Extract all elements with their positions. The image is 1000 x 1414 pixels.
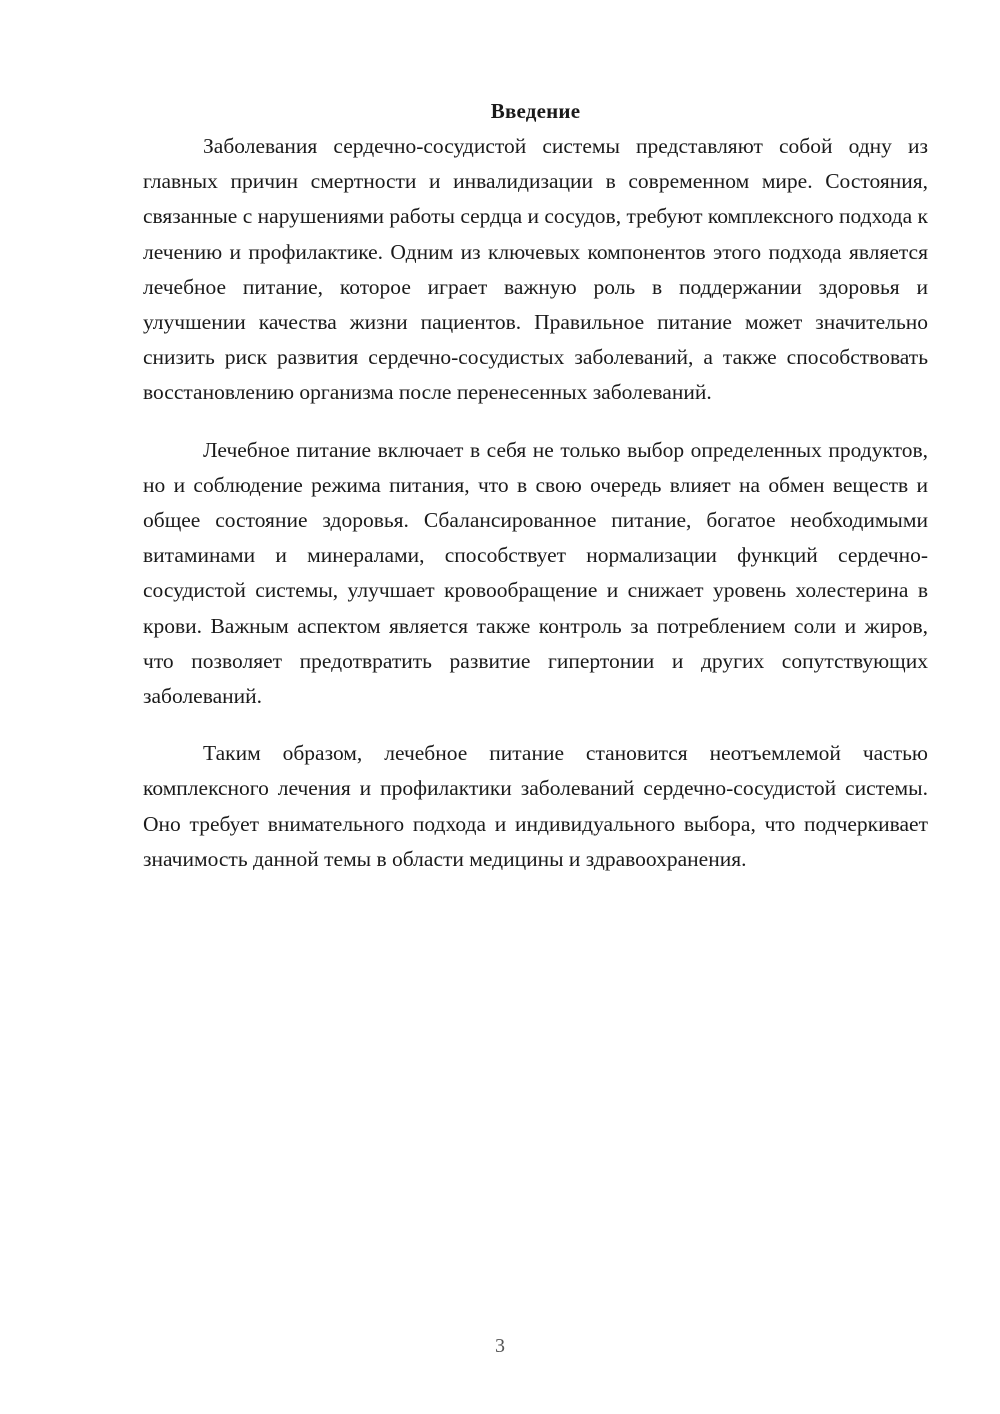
section-heading: Введение <box>490 99 581 123</box>
page-content <box>143 94 928 877</box>
paragraph-1: Заболевания сердечно-сосудистой системы представляют собой одну из главных причин смертности и инвалидизации в современном мире. Состояния, связанные с нарушениями работы сердца и сосудов, требуют комплексного подхода к лечению и профилактике. Одним из ключевых компонентов этого подхода является лечебное питание, которое играет важную роль в поддержании здоровья и улучшении качества жизни пациентов. Правильное питание может значительно снизить риск развития сердечно-сосудистых заболеваний, а также способствовать восстановлению организма после перенесенных заболеваний. <box>143 134 928 405</box>
paragraph-2: Лечебное питание включает в себя не только выбор определенных продуктов, но и соблюдение режима питания, что в свою очередь влияет на обмен веществ и общее состояние здоровья. Сбалансированное питание, богатое необходимыми витаминами и минералами, способствует нормализации функций сердечно-сосудистой системы, улучшает кровообращение и снижает уровень холестерина в крови. Важным аспектом является также контроль за потреблением соли и жиров, что позволяет предотвратить развитие гипертонии и других сопутствующих заболеваний. <box>143 437 928 709</box>
paragraph-3: Таким образом, лечебное питание становится неотъемлемой частью комплексного лечения и профилактики заболеваний сердечно-сосудистой системы. Оно требует внимательного подхода и индивидуального выбора, что подчеркивает значимость данной темы в области медицины и здравоохранения. <box>143 741 928 871</box>
page-number: 3 <box>495 1335 505 1357</box>
